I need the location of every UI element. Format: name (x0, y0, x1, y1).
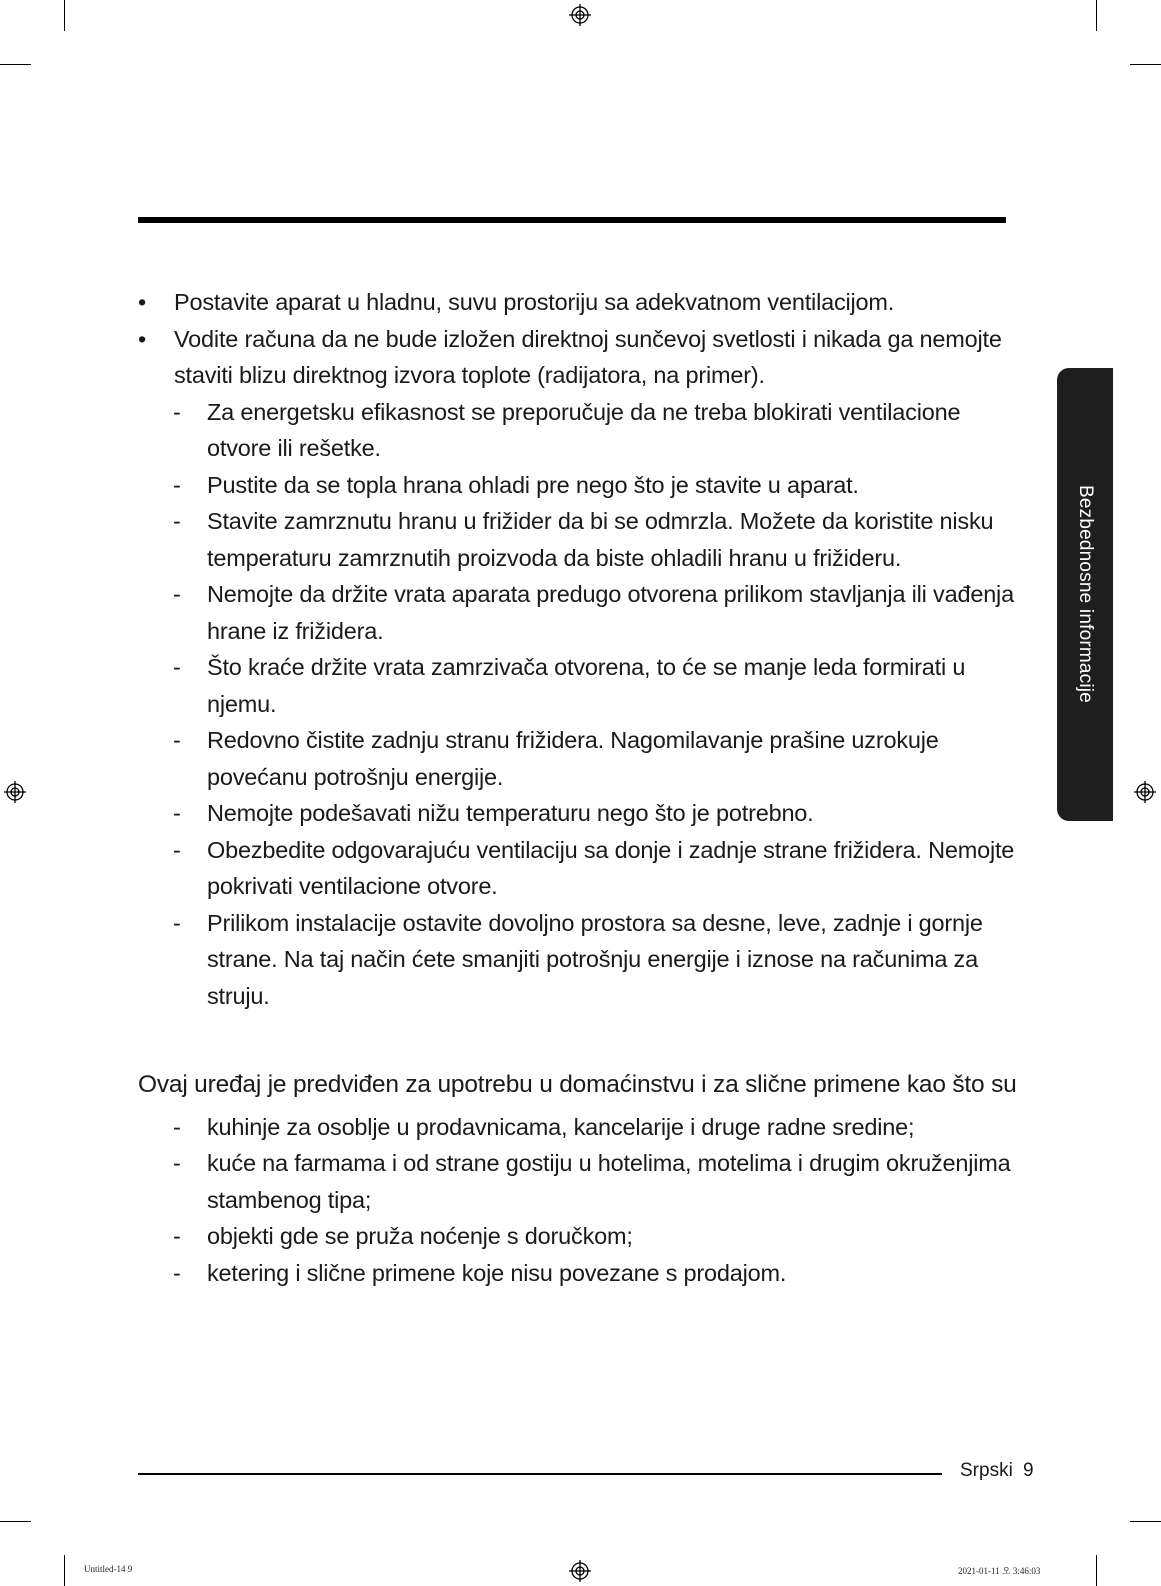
usage-item-text: ketering i slične primene koje nisu povezane s prodajom. (207, 1259, 787, 1286)
print-slug-timestamp: 2021-01-11 오 3:46:03 (958, 1566, 1041, 1576)
crop-mark (64, 0, 65, 31)
dash-mark: - (173, 1113, 181, 1140)
bullet-mark: • (138, 289, 147, 315)
registration-mark-icon (569, 4, 591, 26)
crop-mark (1096, 0, 1097, 31)
sub-item-text: Stavite zamrznutu hranu u frižider da bi se odmrzla. Možete da koristite nisku temperaturu zamrznutih proizvoda da biste ohladili hranu u frižideru. (207, 508, 994, 571)
dash-mark: - (173, 581, 181, 607)
crop-mark (1130, 1521, 1161, 1522)
crop-mark (1130, 64, 1161, 65)
sub-item-text: Što kraće držite vrata zamrzivača otvorena, to će se manje leda formirati u njemu. (207, 654, 966, 717)
usage-item-text: kuhinje za osoblje u prodavnicama, kancelarije i druge radne sredine; (207, 1113, 915, 1140)
dash-mark: - (173, 1223, 181, 1249)
usage-item-text: objekti gde se pruža noćenje s doručkom; (207, 1223, 633, 1249)
usage-item (138, 1145, 1018, 1218)
dash-mark: - (173, 727, 181, 753)
sub-item-text: Prilikom instalacije ostavite dovoljno prostora sa desne, leve, zadnje i gornje strane. Na taj način ćete smanjiti potrošnju energije i iznose na računima za struju. (207, 909, 983, 1009)
dash-mark: - (173, 471, 181, 498)
registration-mark-icon (569, 1560, 591, 1582)
sub-item (138, 905, 1018, 1015)
sub-item (138, 795, 1018, 832)
sub-item-text: Nemojte podešavati nižu temperaturu nego što je potrebno. (207, 800, 814, 826)
section-rule (138, 217, 1006, 223)
usage-item (138, 1109, 1018, 1146)
footer-language: Srpski (960, 1460, 1013, 1481)
dash-mark: - (173, 1150, 181, 1176)
registration-mark-icon (1134, 781, 1156, 803)
print-slug-file: Untitled-14 9 (84, 1564, 133, 1574)
footer-rule (138, 1473, 942, 1475)
main-content (138, 284, 1018, 1291)
dash-mark: - (173, 1259, 181, 1286)
sub-item (138, 576, 1018, 649)
dash-mark: - (173, 654, 181, 680)
sub-item (138, 722, 1018, 795)
bullet-item (138, 284, 1018, 321)
crop-mark (0, 64, 31, 65)
bullet-item (138, 321, 1018, 394)
crop-mark (64, 1555, 65, 1586)
bullet-mark: • (138, 325, 147, 352)
dash-mark: - (173, 800, 181, 826)
usage-item (138, 1255, 1018, 1292)
sub-item (138, 649, 1018, 722)
sub-item-text: Za energetsku efikasnost se preporučuje da ne treba blokirati ventilacione otvore ili rešetke. (207, 398, 961, 461)
sub-item (138, 467, 1018, 504)
usage-item-text: kuće na farmama i od strane gostiju u hotelima, motelima i drugim okruženjima stambenog tipa; (207, 1150, 1011, 1213)
sub-item (138, 394, 1018, 467)
bullet-text: Postavite aparat u hladnu, suvu prostoriju sa adekvatnom ventilacijom. (174, 289, 895, 315)
dash-mark: - (173, 836, 181, 863)
crop-mark (1096, 1555, 1097, 1586)
sub-item-text: Obezbedite odgovarajuću ventilaciju sa donje i zadnje strane frižidera. Nemojte pokrivati ventilacione otvore. (207, 836, 1015, 899)
sub-item-text: Redovno čistite zadnju stranu frižidera. Nagomilavanje prašine uzrokuje povećanu potrošnju energije. (207, 727, 939, 790)
sub-item-text: Nemojte da držite vrata aparata predugo otvorena prilikom stavljanja ili vađenja hrane iz frižidera. (207, 581, 1014, 644)
bullet-text: Vodite računa da ne bude izložen direktnoj sunčevoj svetlosti i nikada ga nemojte staviti blizu direktnog izvora toplote (radijatora, na primer). (174, 325, 1002, 388)
dash-mark: - (173, 398, 181, 425)
sub-item (138, 832, 1018, 905)
registration-mark-icon (4, 781, 26, 803)
dash-mark: - (173, 508, 181, 534)
sub-item (138, 503, 1018, 576)
crop-mark (0, 1521, 31, 1522)
dash-mark: - (173, 909, 181, 936)
side-tab-label: Bezbednosne informacije (1075, 485, 1096, 703)
usage-intro: Ovaj uređaj je predviđen za upotrebu u domaćinstvu i za slične primene kao što su (138, 1071, 1017, 1098)
usage-item (138, 1218, 1018, 1255)
page-number: 9 (1023, 1460, 1034, 1481)
sub-item-text: Pustite da se topla hrana ohladi pre nego što je stavite u aparat. (207, 471, 859, 498)
